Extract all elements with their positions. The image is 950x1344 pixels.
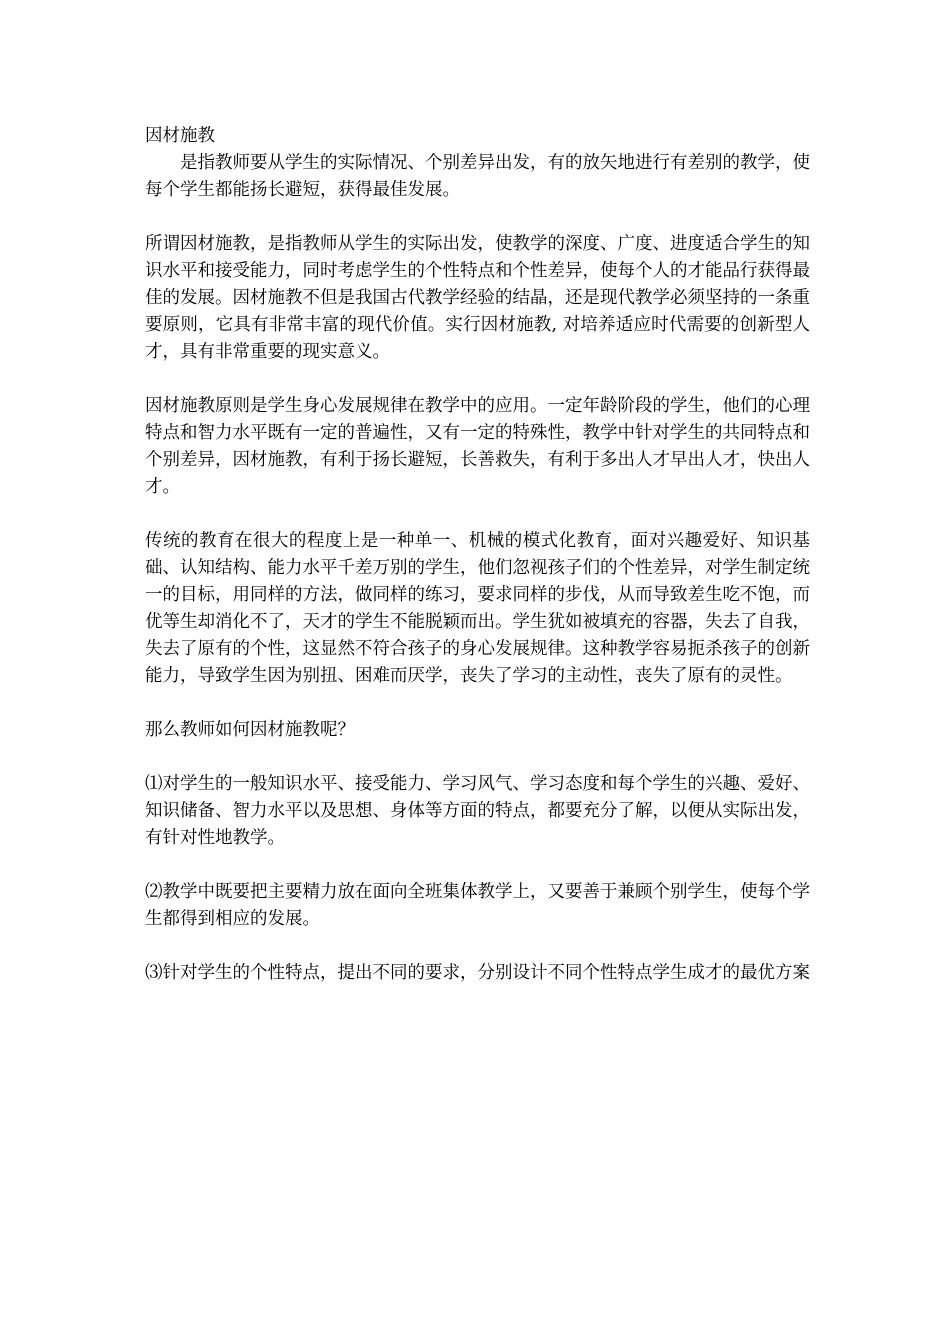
paragraph-traditional-education: 传统的教育在很大的程度上是一种单一、机械的模式化教育，面对兴趣爱好、知识基础、认知结构、能力水平千差万别的学生，他们忽视孩子们的个性差异，对学生制定统一的目标，用同样的方法，做同样的练习，要求同样的步伐，从而导致差生吃不饱，而优等生却消化不了，天才的学生不能脱颖而出。学生犹如被填充的容器，失去了自我，失去了原有的个性，这显然不符合孩子的身心发展规律。这种教学容易扼杀孩子的创新能力，导致学生因为别扭、困难而厌学，丧失了学习的主动性，丧失了原有的灵性。 [145,531,810,686]
list-item-2: ⑵教学中既要把主要精力放在面向全班集体教学上，又要善于兼顾个别学生，使每个学生都得到相应的发展。 [145,882,810,929]
paragraph-gap [145,690,810,717]
paragraph-gap [145,933,810,960]
list-item-1: ⑴对学生的一般知识水平、接受能力、学习风气、学习态度和每个学生的兴趣、爱好、知识储备、智力水平以及思想、身体等方面的特点，都要充分了解，以便从实际出发，有针对性地教学。 [145,774,810,848]
definition-paragraph: 是指教师要从学生的实际情况、个别差异出发，有的放矢地进行有差别的教学，使每个学生都能扬长避短，获得最佳发展。 [145,153,810,200]
document-body [145,123,810,987]
paragraph-principle: 因材施教原则是学生身心发展规律在教学中的应用。一定年龄阶段的学生，他们的心理特点和智力水平既有一定的普遍性，又有一定的特殊性，教学中针对学生的共同特点和个别差异，因材施教，有利于扬长避短，长善救失，有利于多出人才早出人才，快出人才。 [145,396,810,497]
list-item-3: ⑶针对学生的个性特点，提出不同的要求，分别设计不同个性特点学生成才的最优方案 [145,963,810,983]
paragraph-gap [145,744,810,771]
paragraph-gap [145,852,810,879]
paragraph-gap [145,501,810,528]
paragraph-meaning: 所谓因材施教，是指教师从学生的实际出发，使教学的深度、广度、进度适合学生的知识水平和接受能力，同时考虑学生的个性特点和个性差异，使每个人的才能品行获得最佳的发展。因材施教不但是我国古代教学经验的结晶，还是现代教学必须坚持的一条重要原则，它具有非常丰富的现代价值。实行因材施教, 对培养适应时代需要的创新型人才，具有非常重要的现实意义。 [145,234,810,362]
paragraph-gap [145,366,810,393]
paragraph-question: 那么教师如何因材施教呢？ [145,720,355,740]
paragraph-gap [145,204,810,231]
document-title: 因材施教 [145,126,215,146]
